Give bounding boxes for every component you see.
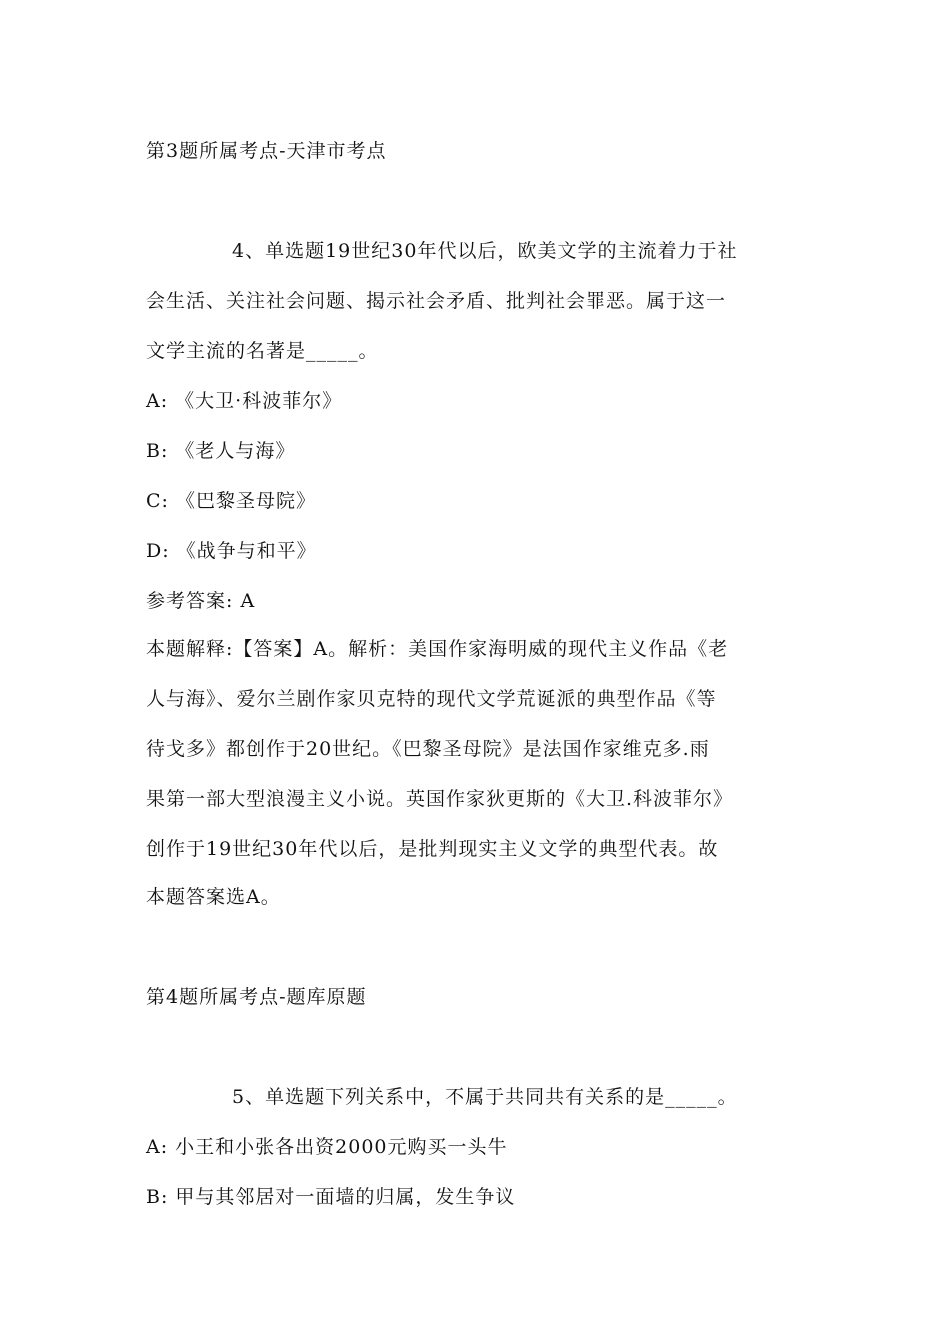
question-4-option-c: C: 《巴黎圣母院》 (146, 490, 316, 512)
question-4-answer: 参考答案: A (146, 590, 256, 612)
question-4-stem-line-3: 文学主流的名著是_____。 (146, 340, 379, 362)
question-4-explanation-line-2: 人与海》、爱尔兰剧作家贝克特的现代文学荒诞派的典型作品《等 (146, 688, 717, 710)
question-5-option-a: A: 小王和小张各出资2000元购买一头牛 (146, 1136, 508, 1158)
question-4-option-d: D: 《战争与和平》 (146, 540, 317, 562)
question-4-option-a: A: 《大卫·科波菲尔》 (146, 390, 343, 412)
topic-heading-q3: 第3题所属考点-天津市考点 (146, 140, 387, 162)
topic-heading-q4: 第4题所属考点-题库原题 (146, 986, 367, 1008)
question-4-stem-line-1: 4、单选题19世纪30年代以后，欧美文学的主流着力于社 (232, 240, 738, 262)
question-4-explanation-line-3: 待戈多》都创作于20世纪。《巴黎圣母院》是法国作家维克多.雨 (146, 738, 710, 760)
question-5-stem-line-1: 5、单选题下列关系中，不属于共同共有关系的是_____。 (232, 1086, 738, 1108)
question-4-explanation-line-5: 创作于19世纪30年代以后，是批判现实主义文学的典型代表。故 (146, 838, 719, 860)
question-4-explanation-line-6: 本题答案选A。 (146, 886, 281, 908)
question-4-explanation-line-4: 果第一部大型浪漫主义小说。英国作家狄更斯的《大卫.科波菲尔》 (146, 788, 734, 810)
question-4-stem-line-2: 会生活、关注社会问题、揭示社会矛盾、批判社会罪恶。属于这一 (146, 290, 727, 312)
question-4-option-b: B: 《老人与海》 (146, 440, 296, 462)
question-4-explanation-line-1: 本题解释:【答案】A。解析：美国作家海明威的现代主义作品《老 (146, 638, 729, 660)
question-5-option-b: B: 甲与其邻居对一面墙的归属，发生争议 (146, 1186, 516, 1208)
